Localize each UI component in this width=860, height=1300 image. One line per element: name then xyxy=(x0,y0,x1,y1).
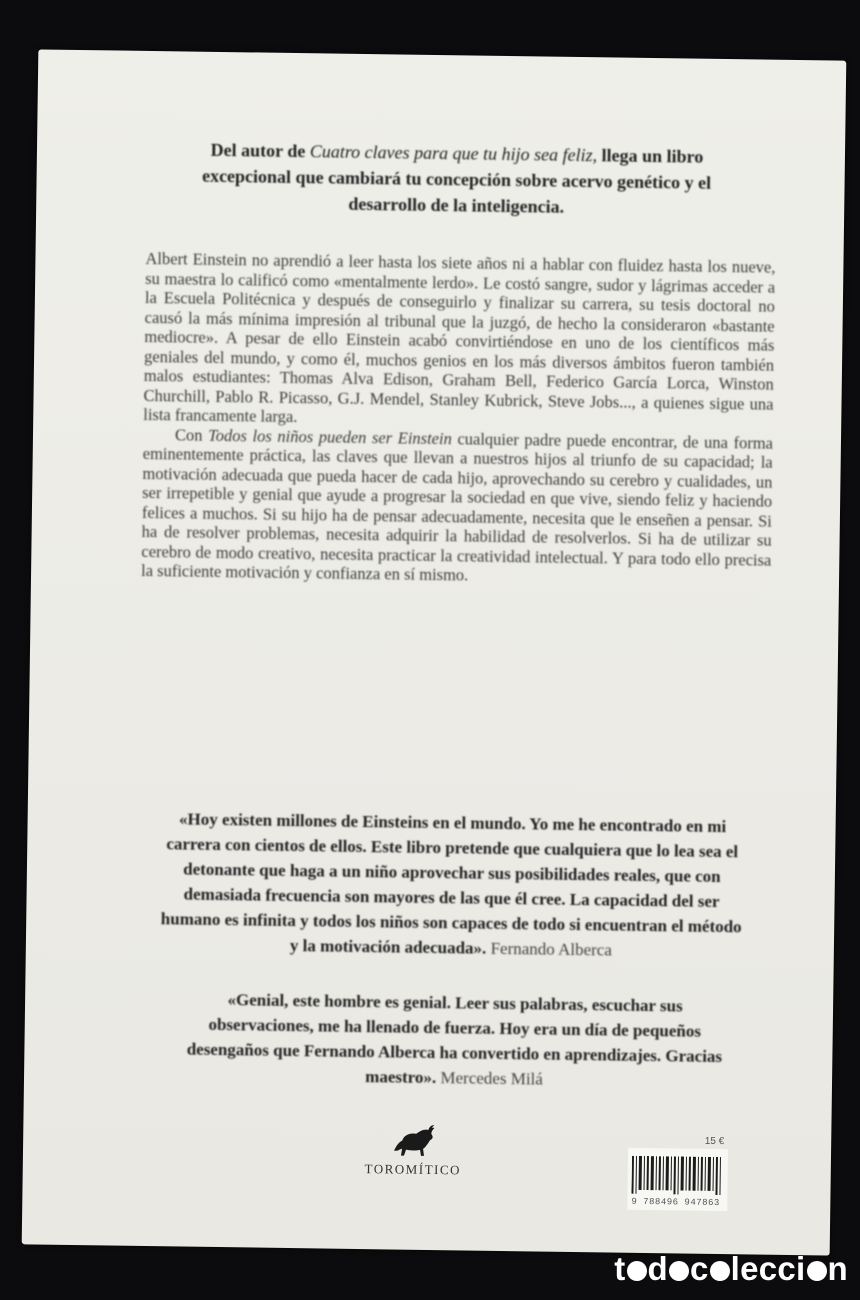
watermark-dot-icon xyxy=(807,1261,827,1281)
watermark-dot-icon xyxy=(710,1261,730,1281)
publisher-logo xyxy=(333,1124,494,1179)
barcode-bars xyxy=(631,1156,724,1195)
cover-text-area xyxy=(38,49,846,1089)
intro-book-title: Cuatro claves para que tu hijo sea feliz, xyxy=(309,141,598,166)
watermark-dot-icon xyxy=(669,1261,689,1281)
watermark-part-3: c xyxy=(689,1250,709,1287)
watermark-dot-icon xyxy=(627,1261,647,1281)
synopsis-book-title: Todos los niños pueden ser Einstein xyxy=(207,425,452,448)
quote-mila-text: «Genial, este hombre es genial. Leer sus palabras, escuchar sus observaciones, me ha llenado de fuerza. Hoy era un día de pequeños desengaños que Fernando Alberca ha convertido en aprendizajes. Gracias maestro». xyxy=(186,990,723,1088)
watermark-part-5: n xyxy=(827,1250,848,1287)
watermark-part-4: lecci xyxy=(730,1250,806,1287)
watermark-part-1: t xyxy=(614,1250,626,1287)
todocoleccion-watermark xyxy=(614,1250,848,1288)
quote-alberca-text: «Hoy existen millones de Einsteins en el mundo. Yo me he encontrado en mi carrera con cientos de ellos. Este libro pretende que cualquiera que lo lea sea el detonante que haga a un niño aprovechar sus posibilidades reales, que con demasiada frecuencia son mayores de las que él cree. La capacidad del ser humano es infinita y todos los niños son capaces de todo si encuentran el método y la motivación adecuada». xyxy=(160,809,742,958)
barcode xyxy=(627,1135,728,1211)
synopsis-p2-rest: cualquier padre puede encontrar, de una forma eminentemente práctica, las claves que llevan a nuestros hijos al triunfo de su capacidad; la motivación adecuada que pueda hacer de cada hijo, aprovechando su cerebro y cualidades, un ser irrepetible y genial que ayude a progresar la sociedad en que vive, siendo feliz y haciendo felices a muchos. Si su hijo ha de pensar adecuadamente, necesita que le enseñen a pensar. Si ha de resolver problemas, necesita adquirir la habilidad de resolverlos. Si ha de utilizar su cerebro de modo creativo, necesita practicar la creatividad intelectual. Y para todo ello precisa la suficiente motivación y confianza en sí mismo. xyxy=(140,428,774,585)
watermark-part-2: d xyxy=(647,1250,668,1287)
bull-icon xyxy=(390,1124,436,1159)
book-back-cover xyxy=(22,49,847,1255)
quote-mila-author: Mercedes Milá xyxy=(436,1068,544,1089)
quote-alberca-author: Fernando Alberca xyxy=(486,938,613,960)
publisher-name: TOROMÍTICO xyxy=(364,1161,462,1178)
synopsis-p2-prefix: Con xyxy=(174,424,209,445)
intro-after: llega un libro excepcional que cambiará tu concepción sobre acervo genético y el desarrollo de la inteligencia. xyxy=(201,145,712,217)
synopsis-paragraph-1: Albert Einstein no aprendió a leer hasta los siete años ni a hablar con fluidez hasta los nueve, su maestra lo calificó como «mentalmente lerdo». Le costó sangre, sudor y lágrimas acceder a la Escuela Politécnica y después de conseguirlo y finalizar su carrera, su tesis doctoral no causó la más mínima impresión al tribunal que la juzgó, de hecho la consideraron «bastante mediocre». A pesar de ello Einstein acabó convirtiéndose en uno de los científicos más geniales del mundo, y como él, muchos genios en los más diversos ámbitos fueron también malos estudiantes: Thomas Alva Edison, Graham Bell, Federico García Lorca, Winston Churchill, Pablo R. Picasso, G.J. Mendel, Stanley Kubrick, Steve Jobs..., a quienes sigue una lista francamente larga. xyxy=(143,248,776,427)
intro-before: Del autor de xyxy=(210,139,310,162)
quote-alberca xyxy=(156,806,748,964)
synopsis xyxy=(141,249,776,589)
synopsis-paragraph-2 xyxy=(141,424,773,589)
quote-mila xyxy=(174,986,735,1094)
intro-headline xyxy=(186,137,727,223)
price-label: 15 € xyxy=(704,1135,725,1148)
isbn-number: 9 788496 947863 xyxy=(631,1196,720,1209)
